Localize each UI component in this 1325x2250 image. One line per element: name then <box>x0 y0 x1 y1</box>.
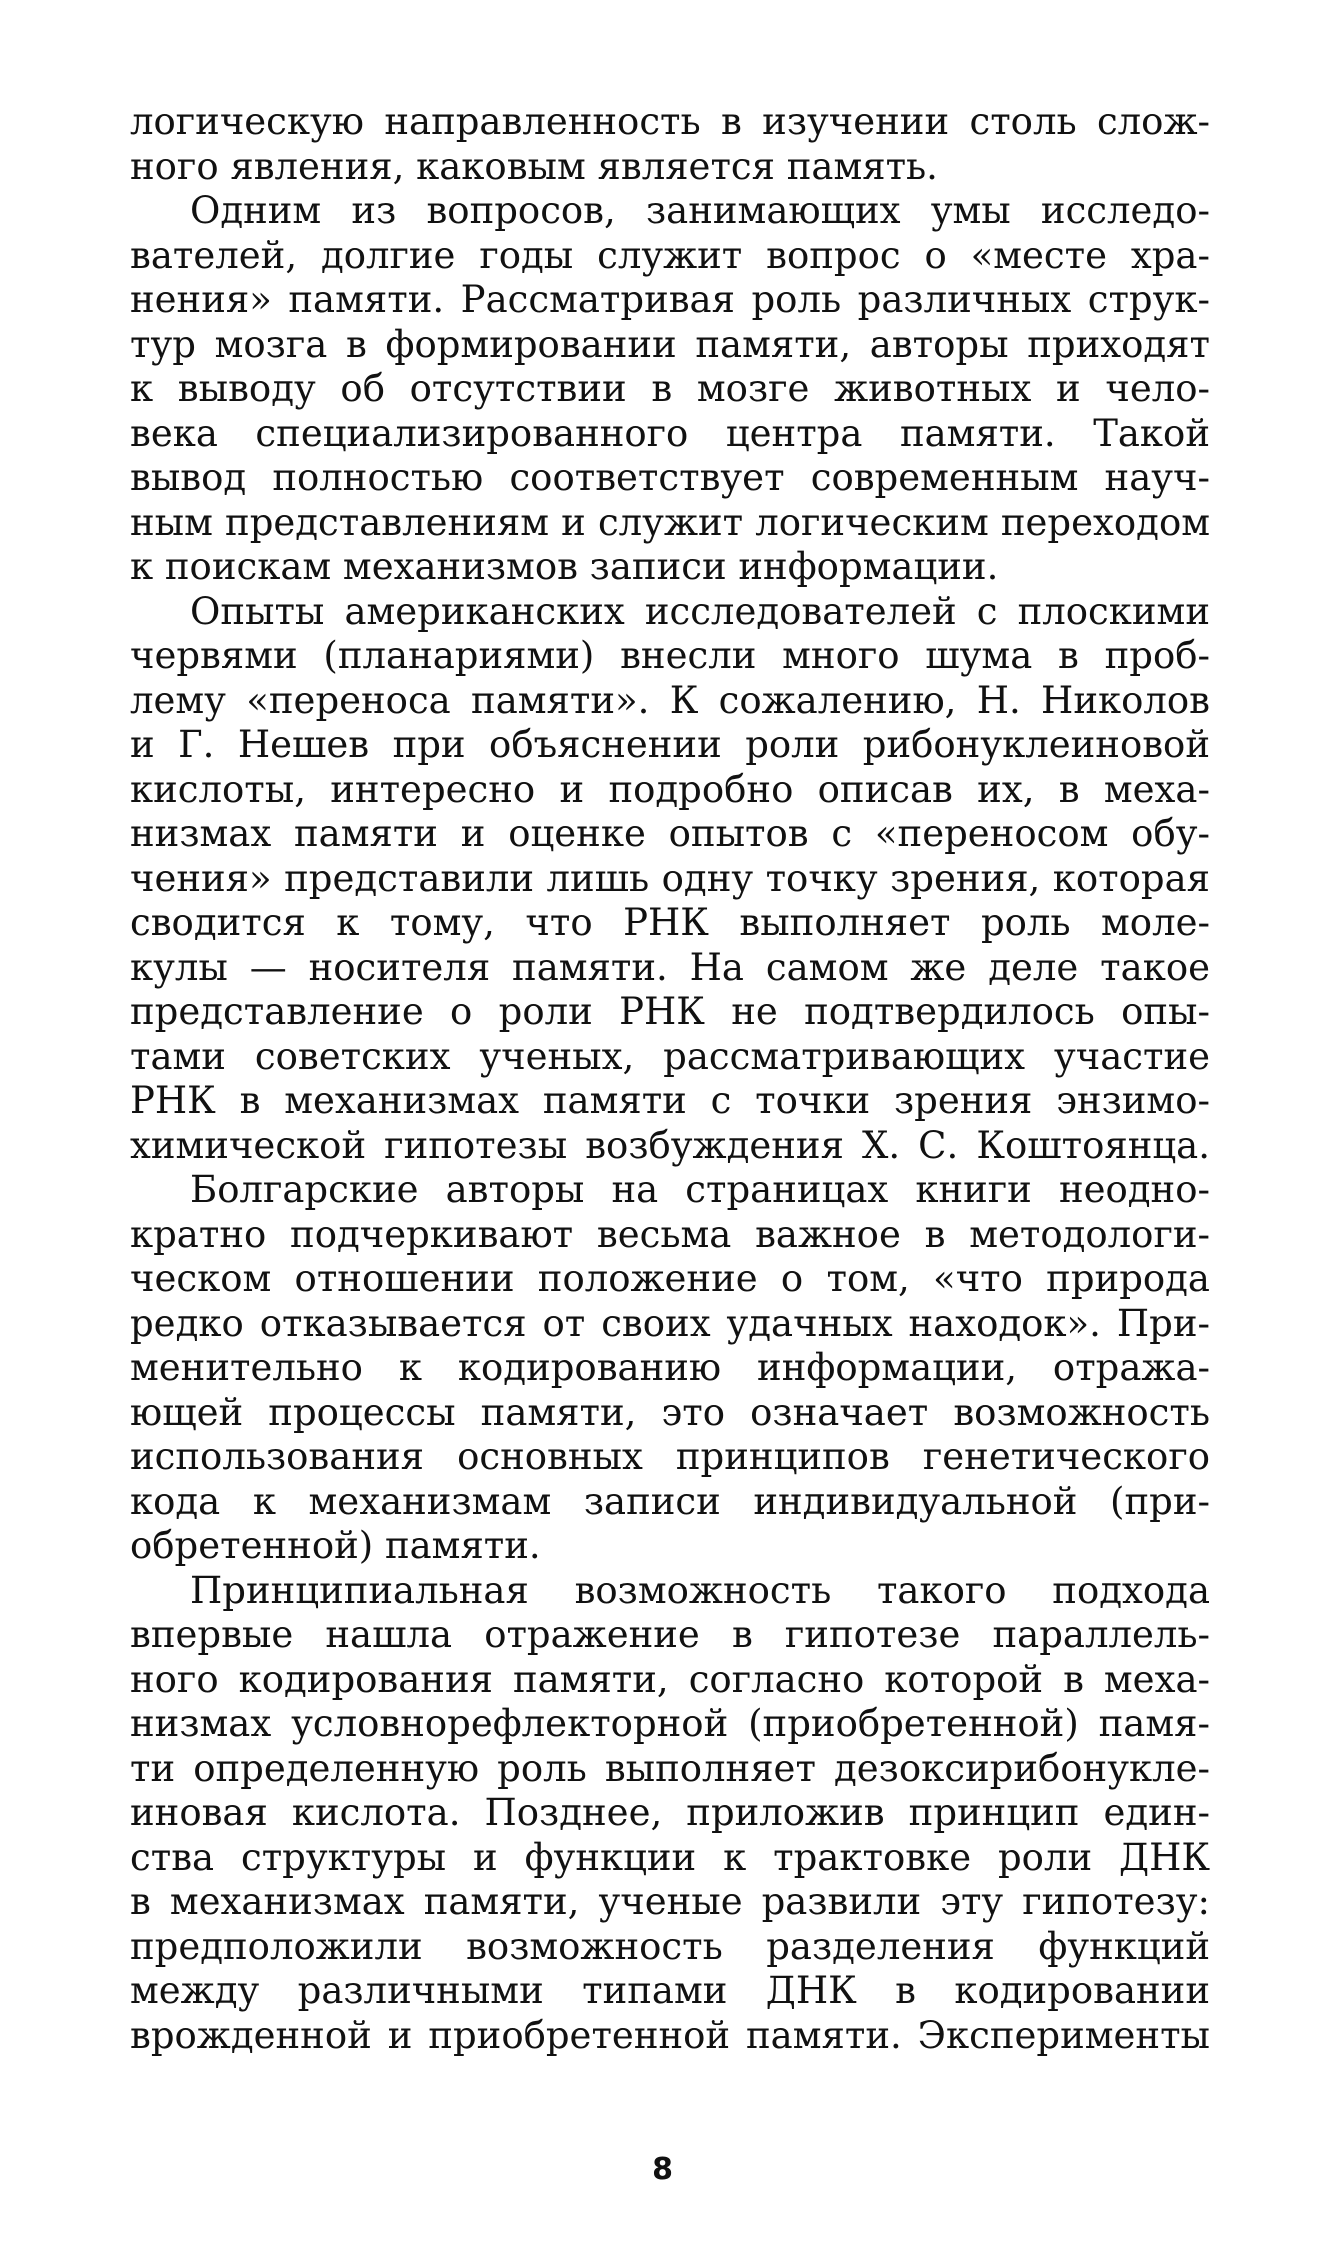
text-line: ного кодирования памяти, согласно которой в меха- <box>130 1657 1210 1701</box>
text-line: химической гипотезы возбуждения Х. С. Коштоянца. <box>130 1123 1210 1167</box>
text-line: врожденной и приобретенной памяти. Эксперименты <box>130 2013 1210 2057</box>
text-line: РНК в механизмах памяти с точки зрения энзимо- <box>130 1079 1210 1122</box>
text-line: и Г. Нешев при объяснении роли рибонуклеиновой <box>130 723 1210 766</box>
text-line: сводится к тому, что РНК выполняет роль моле- <box>130 901 1210 944</box>
text-line: логическую направленность в изучении столь слож- <box>130 100 1210 143</box>
text-line: предположили возможность разделения функций <box>130 1924 1210 1968</box>
text-line: кода к механизмам записи индивидуальной (при- <box>130 1479 1210 1523</box>
paragraph <box>130 1168 1210 1569</box>
text-line: впервые нашла отражение в гипотезе параллель- <box>130 1613 1210 1656</box>
text-line: использования основных принципов генетического <box>130 1435 1210 1478</box>
text-line: лему «переноса памяти». К сожалению, Н. Николов <box>130 678 1210 722</box>
text-line: ного явления, каковым является память. <box>130 144 938 188</box>
text-line: Опыты американских исследователей с плоскими <box>190 589 1210 633</box>
text-line: к поискам механизмов записи информации. <box>130 545 999 588</box>
text-line: чения» представили лишь одну точку зрения, которая <box>130 856 1210 900</box>
page-body <box>130 100 1210 2058</box>
text-line: тами советских ученых, рассматривающих участие <box>130 1034 1210 1078</box>
text-line: представление о роли РНК не подтвердилось опы- <box>130 990 1210 1033</box>
text-line: к выводу об отсутствии в мозге животных и чело- <box>130 367 1210 410</box>
text-line: Одним из вопросов, занимающих умы исследо- <box>190 189 1210 232</box>
text-line: ческом отношении положение о том, «что природа <box>130 1257 1210 1300</box>
text-line: кулы — носителя памяти. На самом же деле такое <box>130 945 1210 989</box>
text-line: вывод полностью соответствует современным науч- <box>130 456 1210 499</box>
paragraph <box>130 100 1210 189</box>
text-line: Болгарские авторы на страницах книги неодно- <box>190 1168 1210 1211</box>
text-line: червями (планариями) внесли много шума в проб- <box>130 634 1210 677</box>
text-line: обретенной) памяти. <box>130 1524 541 1567</box>
text-line: вателей, долгие годы служит вопрос о «месте хра- <box>130 233 1210 277</box>
text-line: низмах памяти и оценке опытов с «переносом обу- <box>130 812 1210 855</box>
paragraph <box>130 189 1210 590</box>
page-number: 8 <box>652 2152 673 2187</box>
text-line: в механизмах памяти, ученые развили эту гипотезу: <box>130 1880 1210 1923</box>
paragraph <box>130 1569 1210 2059</box>
text-line: иновая кислота. Позднее, приложив принцип един- <box>130 1791 1210 1834</box>
text-line: кислоты, интересно и подробно описав их, в меха- <box>130 767 1210 811</box>
text-line: века специализированного центра памяти. Такой <box>130 411 1210 455</box>
text-line: кратно подчеркивают весьма важное в методологи- <box>130 1212 1210 1256</box>
text-line: низмах условнорефлекторной (приобретенной) памя- <box>130 1702 1210 1745</box>
text-line: нения» памяти. Рассматривая роль различных струк- <box>130 278 1210 321</box>
text-line: ти определенную роль выполняет дезоксирибонукле- <box>130 1746 1210 1790</box>
text-line: Принципиальная возможность такого подхода <box>190 1568 1210 1612</box>
paragraph <box>130 590 1210 1169</box>
text-line: тур мозга в формировании памяти, авторы приходят <box>130 322 1210 366</box>
text-line: ющей процессы памяти, это означает возможность <box>130 1390 1210 1434</box>
text-line: менительно к кодированию информации, отража- <box>130 1346 1210 1389</box>
text-line: ным представлениям и служит логическим переходом <box>130 500 1210 544</box>
text-line: ства структуры и функции к трактовке роли ДНК <box>130 1835 1210 1879</box>
text-line: редко отказывается от своих удачных находок». При- <box>130 1301 1210 1345</box>
text-line: между различными типами ДНК в кодировании <box>130 1969 1210 2012</box>
